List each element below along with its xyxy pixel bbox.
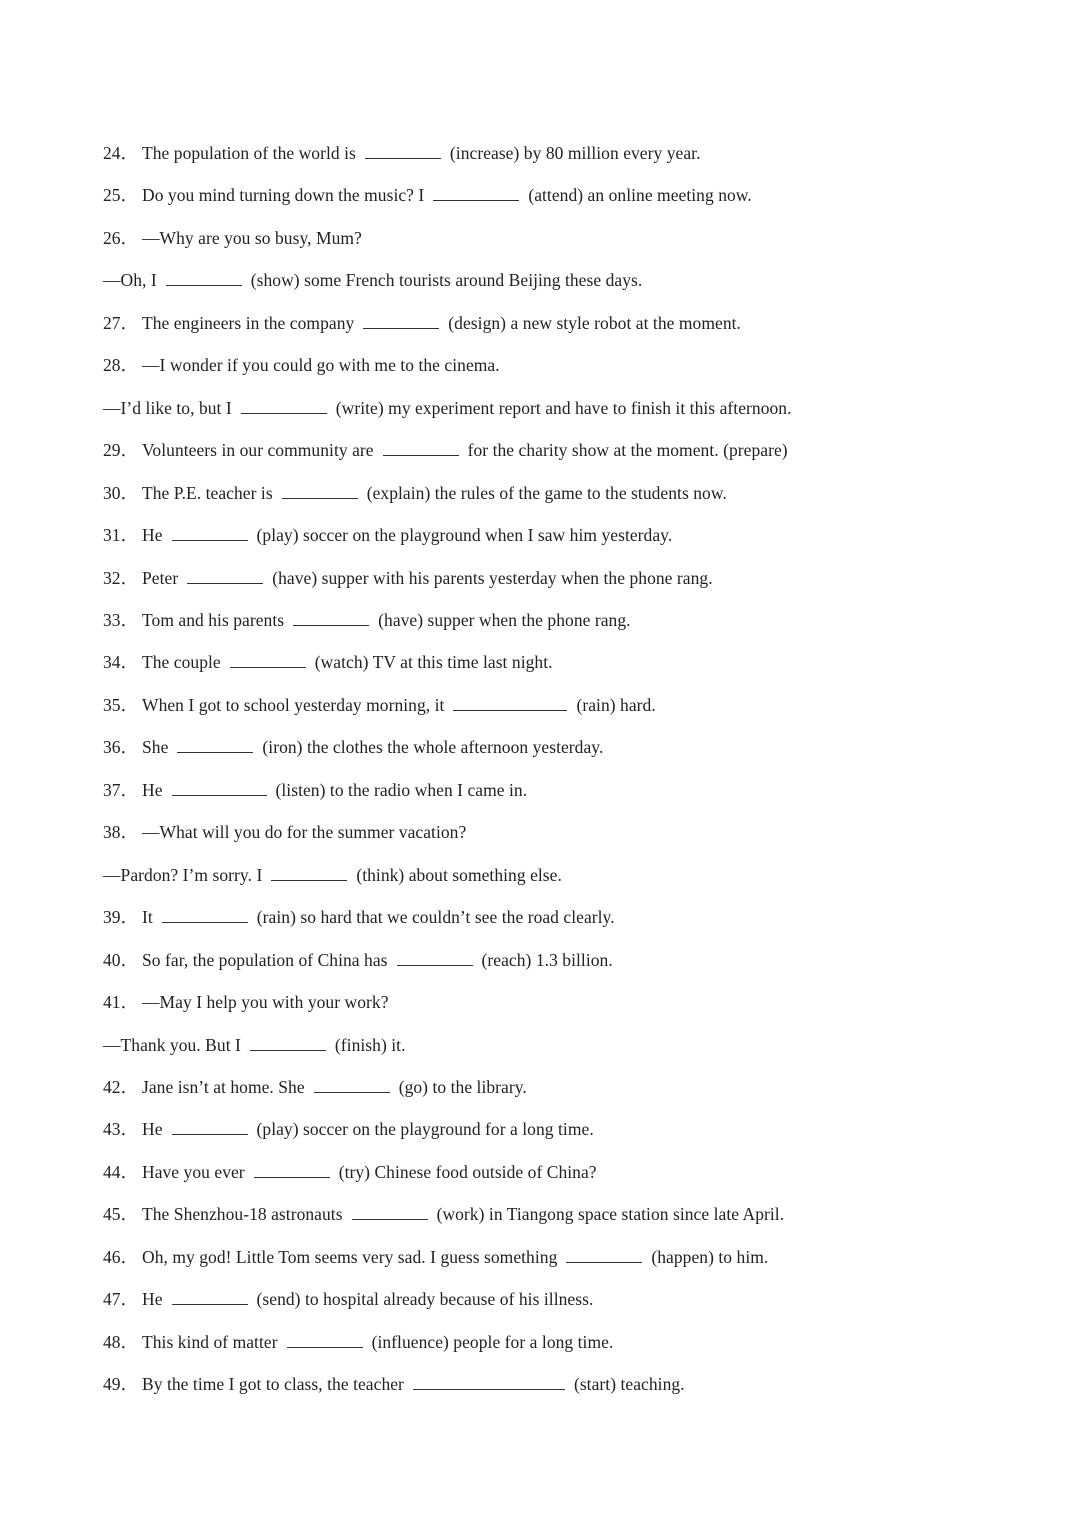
question-number: 28． [103,355,139,376]
question-line [103,905,1020,929]
question-text: Volunteers in our community are [142,440,374,461]
question-text-after: (influence) people for a long time. [371,1331,614,1352]
answer-blank[interactable] [250,1034,326,1051]
question-number: 35． [103,694,139,715]
question-line [103,1202,1020,1226]
question-text-after: (happen) to him. [651,1246,769,1267]
question-line [103,268,1020,292]
question-line [103,523,1020,547]
question-number: 41． [103,992,139,1012]
question-text-after: (attend) an online meeting now. [528,185,752,206]
answer-blank[interactable] [172,1288,248,1305]
question-text-after: (design) a new style robot at the moment. [448,312,741,333]
question-number: 27． [103,312,139,333]
question-line [103,735,1020,759]
answer-blank[interactable] [166,269,242,286]
answer-blank[interactable] [172,779,267,796]
answer-blank[interactable] [293,609,369,626]
question-number: 31． [103,525,139,545]
question-text-after: (increase) by 80 million every year. [449,143,701,163]
question-number: 47． [103,1289,139,1310]
question-line [103,226,1020,250]
question-text: Jane isn’t at home. She [142,1076,305,1097]
question-text: This kind of matter [142,1331,278,1352]
question-line [103,141,1020,165]
question-number: 38． [103,822,139,843]
question-number: 49． [103,1374,139,1395]
question-number: 36． [103,737,139,758]
question-text: —May I help you with your work? [142,992,389,1012]
question-text: Oh, my god! Little Tom seems very sad. I guess something [142,1246,558,1267]
question-line [103,1033,1020,1057]
question-line [103,778,1020,802]
question-line [103,863,1020,887]
question-line [103,650,1020,674]
question-line [103,608,1020,632]
answer-blank[interactable] [453,694,567,711]
question-text-after: (rain) hard. [576,694,656,715]
question-line [103,396,1020,420]
question-text: —Pardon? I’m sorry. I [103,864,263,885]
answer-blank[interactable] [363,312,439,329]
question-text-after: (reach) 1.3 billion. [481,949,613,970]
question-line [103,1160,1020,1184]
question-line [103,481,1020,505]
answer-blank[interactable] [230,651,306,668]
question-text: The engineers in the company [142,312,355,333]
answer-blank[interactable] [566,1246,642,1263]
answer-blank[interactable] [433,184,519,201]
question-text-after: (try) Chinese food outside of China? [338,1161,597,1182]
question-number: 43． [103,1119,139,1140]
question-number: 40． [103,949,139,970]
question-text-after: (send) to hospital already because of his illness. [256,1289,594,1310]
question-text: He [142,1289,163,1310]
question-text-after: (start) teaching. [573,1374,685,1395]
question-text: Have you ever [142,1161,245,1182]
question-text: He [142,779,163,800]
question-text-after: (show) some French tourists around Beijing these days. [250,270,643,291]
question-text-after: for the charity show at the moment. (prepare) [467,440,788,461]
question-number: 45． [103,1204,139,1225]
question-line [103,1287,1020,1311]
question-text: He [142,525,163,545]
question-line [103,1330,1020,1354]
question-line [103,183,1020,207]
question-text: When I got to school yesterday morning, it [142,694,445,715]
question-text: He [142,1119,163,1140]
answer-blank[interactable] [413,1373,565,1390]
question-text: —I wonder if you could go with me to the cinema. [142,355,500,376]
question-text-after: (play) soccer on the playground for a long time. [256,1119,594,1140]
answer-blank[interactable] [383,439,459,456]
question-line [103,438,1020,462]
answer-blank[interactable] [187,567,263,584]
answer-blank[interactable] [365,142,441,159]
question-text-after: (explain) the rules of the game to the students now. [366,482,727,503]
answer-blank[interactable] [172,524,248,541]
question-line [103,693,1020,717]
answer-blank[interactable] [271,864,347,881]
question-text-after: (write) my experiment report and have to finish it this afternoon. [335,397,792,418]
question-text: —I’d like to, but I [103,397,232,418]
question-number: 29． [103,440,139,461]
question-number: 42． [103,1076,139,1097]
answer-blank[interactable] [172,1118,248,1135]
question-line [103,311,1020,335]
question-text: —Why are you so busy, Mum? [142,227,362,248]
question-number: 32． [103,567,139,588]
answer-blank[interactable] [397,949,473,966]
question-text: The Shenzhou-18 astronauts [142,1204,343,1225]
question-number: 26． [103,227,139,248]
question-text-after: (work) in Tiangong space station since late April. [436,1204,785,1225]
question-line [103,566,1020,590]
question-text: It [142,907,153,928]
question-text: She [142,737,169,758]
question-text: So far, the population of China has [142,949,388,970]
answer-blank[interactable] [282,482,358,499]
question-text-after: (think) about something else. [356,864,562,885]
question-text-after: (have) supper with his parents yesterday when the phone rang. [272,567,713,588]
question-number: 48． [103,1331,139,1352]
question-text-after: (finish) it. [334,1034,406,1055]
question-text-after: (listen) to the radio when I came in. [275,779,528,800]
question-number: 37． [103,779,139,800]
question-text: By the time I got to class, the teacher [142,1374,404,1395]
answer-blank[interactable] [241,397,327,414]
question-number: 46． [103,1246,139,1267]
question-line [103,948,1020,972]
question-line [103,353,1020,377]
question-line [103,1245,1020,1269]
question-number: 30． [103,482,139,503]
answer-blank[interactable] [177,736,253,753]
question-number: 39． [103,907,139,928]
question-number: 33． [103,610,139,630]
question-text-after: (play) soccer on the playground when I saw him yesterday. [256,525,673,545]
answer-blank[interactable] [314,1076,390,1093]
question-text: Do you mind turning down the music? I [142,185,425,206]
question-text-after: (go) to the library. [398,1076,527,1097]
question-text-after: (iron) the clothes the whole afternoon yesterday. [262,737,604,758]
answer-blank[interactable] [352,1203,428,1220]
question-number: 25． [103,185,139,206]
question-line [103,990,1020,1014]
question-text-after: (rain) so hard that we couldn’t see the road clearly. [256,907,615,928]
question-number: 24． [103,143,139,163]
question-line [103,1372,1020,1396]
question-line [103,1117,1020,1141]
question-number: 34． [103,652,139,673]
question-text: Peter [142,567,179,588]
answer-blank[interactable] [287,1331,363,1348]
question-text: The couple [142,652,221,673]
question-line [103,1075,1020,1099]
question-text: —Thank you. But I [103,1034,241,1055]
question-text-after: (watch) TV at this time last night. [314,652,553,673]
question-number: 44． [103,1161,139,1182]
question-text-after: (have) supper when the phone rang. [378,610,631,630]
question-text: The population of the world is [142,143,356,163]
question-text: The P.E. teacher is [142,482,273,503]
question-text: —What will you do for the summer vacation? [142,822,467,843]
question-text: Tom and his parents [142,610,285,630]
answer-blank[interactable] [162,906,248,923]
question-text: —Oh, I [103,270,157,291]
answer-blank[interactable] [254,1161,330,1178]
question-line [103,820,1020,844]
